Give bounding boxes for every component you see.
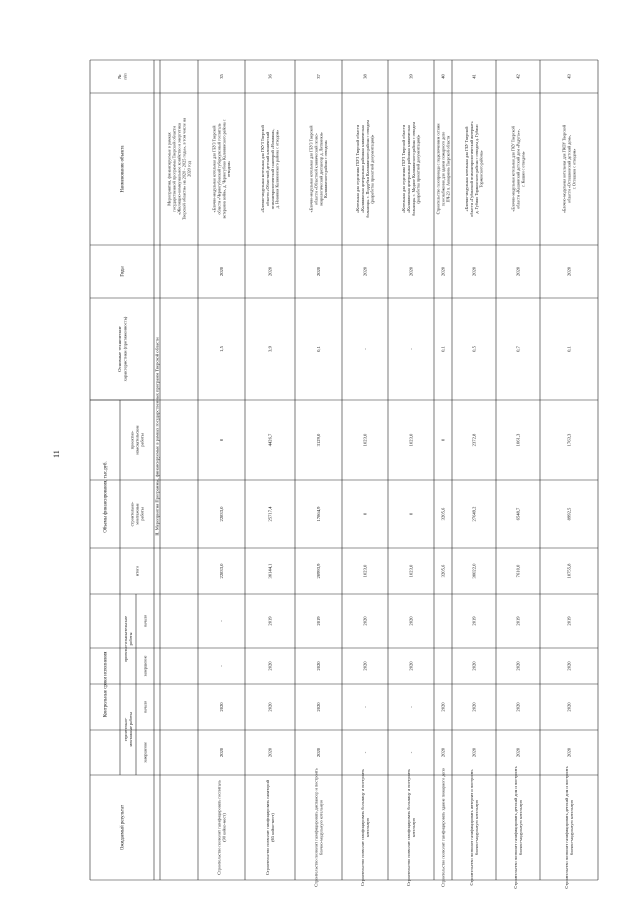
row-year: 2020: [316, 266, 322, 277]
row-pir-end: 2020: [408, 661, 414, 671]
header-pir-start: начало: [142, 614, 148, 628]
row-fin-smr: 8992,5: [566, 507, 572, 521]
row-fin-smr: 3205,6: [440, 507, 446, 521]
row-smr-end: -: [362, 751, 368, 754]
row-pir-start: 2019: [316, 616, 322, 626]
header-pir-end: завершение: [142, 655, 148, 677]
row-num: 35: [219, 74, 225, 79]
row-num: 40: [440, 74, 446, 79]
row-pir-end: 2020: [566, 661, 572, 671]
row-pir-end: 2020: [471, 661, 477, 671]
row-result: Строительство позволит газифицировать детский дом и построитьблочно-модульную котельную: [512, 766, 524, 889]
row-num: 36: [267, 74, 273, 79]
row-name: «Блочно-модульная котельная для ГКОУ Тверскойобласти «Осташковский детский дом»,г. Осташков с отводом»: [561, 124, 577, 214]
row-num: 39: [408, 74, 414, 79]
header-chars: Основные техническиехарактеристики (протяженность): [116, 316, 128, 382]
page-number: 11: [52, 450, 61, 458]
header-dl-pir: проектно-изыскательскиеработы: [122, 616, 133, 662]
row-num: 38: [362, 74, 368, 79]
row-fin-smr: 22833,0: [219, 506, 225, 522]
row-year: 2020: [515, 266, 521, 277]
row-smr-start: 2020: [471, 702, 477, 712]
row-smr-end: 2020: [267, 747, 273, 758]
row-fin-smr: 0: [362, 512, 368, 516]
row-pir-start: 2019: [566, 616, 572, 626]
row-chars: 0,1: [440, 346, 446, 352]
row-smr-end: 2020: [566, 747, 572, 758]
row-name: «Блочно-модульная котельная для ГКУЗ Тверскойобласти «Областной детский клиническийпсихоневрологический санаторий «Новинки»,д. Новинки Калининского района с отводом»: [260, 125, 280, 213]
row-fin-pir: 1763,3: [566, 433, 572, 447]
row-fin-total: 1023,0: [362, 564, 368, 578]
intro-row-text: Мероприятия, финансируемые в рамкахгосударственной программы Тверской области«Жилищно-коммунальное хозяйство и энергетикаТверской области» на 2020 - 2025 годы», в том числе на2020 год: [166, 117, 192, 221]
row-result: Строительство позволит газифицировать интернат и построитьблочно-модульную котельную: [468, 769, 480, 886]
row-fin-total: 3205,6: [440, 564, 446, 578]
row-pir-end: 2020: [316, 661, 322, 671]
row-pir-start: 2020: [362, 616, 368, 626]
header-smr-end: завершение: [142, 742, 148, 763]
row-pir-start: -: [219, 620, 225, 622]
row-name: «Котельная для отделения ГБУЗ Тверской области«Калининская центральная районная клиническаябольница» с. Поддубки Калининского района с отводом(разработка проектной документации)»: [355, 120, 375, 218]
row-smr-start: 2020: [515, 702, 521, 712]
row-name: «Котельная для отделения ГБУЗ Тверской области«Калининская центральная районная клиническаябольница» с. Медное Калининского района с отводом(разработка проектной документации)»: [401, 122, 421, 216]
row-year: 2020: [440, 266, 446, 277]
row-fin-smr: 6548,7: [515, 507, 521, 521]
row-name: «Блочно-модульная котельная для ГБУЗ Тверскойобласти «Черногубовский туберкулезный госпитальветеранов войн», д. Черногубово Калининского района сотводом»: [211, 119, 232, 219]
row-year: 2020: [471, 266, 477, 277]
header-result: Ожидаемый результат: [120, 804, 126, 851]
header-dl-smr: строительно-монтажные работы: [122, 712, 133, 747]
header-years: Годы: [120, 266, 126, 277]
row-fin-smr: 27649,2: [471, 506, 477, 522]
row-fin-smr: 25717,4: [267, 506, 273, 522]
row-pir-start: 2019: [471, 616, 477, 626]
header-smr-start: начало: [142, 700, 148, 714]
row-chars: 3,9: [267, 346, 273, 352]
row-fin-smr: 17864,9: [316, 506, 322, 522]
row-fin-pir: 0: [219, 438, 225, 442]
row-smr-start: -: [408, 706, 414, 708]
header-fin-smr: строительно-монтажныеработы: [129, 501, 145, 527]
row-fin-total: 22833,0: [219, 563, 225, 579]
row-chars: -: [408, 348, 414, 350]
row-fin-total: 20993,9: [316, 563, 322, 579]
row-fin-total: 30022,0: [471, 563, 477, 579]
row-chars: -: [362, 348, 368, 350]
row-result: Строительство позволит газифицировать детский дом и построитьблочно-модульную котельную: [563, 766, 575, 889]
header-num: №п/п: [116, 73, 128, 80]
row-name: «Блочно-модульная котельная для ГБУ Тверскойобласти «Губинский психоневрологический интернат»д. Губино Торжокского района с отводом д. ГубиноТоржокского района»: [464, 121, 484, 217]
header-fin-total: итого: [134, 565, 140, 577]
row-name: Строительство газопровода с подключением сетямигазоснабжения для здания пожарного депоПЧ-23 п. Аквариовь Тверской области: [435, 123, 451, 215]
row-fin-total: 30144,1: [267, 563, 273, 579]
row-smr-start: 2020: [316, 702, 322, 712]
row-pir-end: 2020: [515, 661, 521, 671]
row-result: Строительство позволит газифицировать госпиталь(90 койко-мест): [216, 780, 227, 875]
row-result: Строительство позволит газифицировать здание пожарного депо: [440, 768, 446, 887]
row-result: Строительство позволит газифицировать больницу и построитькотельную: [359, 769, 371, 886]
row-fin-total: 10755,8: [566, 563, 572, 579]
row-name: «Блочно-модульная котельная для ГКУ Тверскойобласти «Кашинский детский дом «Радуга»»,г. Кашин с отводом»: [510, 126, 526, 212]
row-year: 2020: [408, 266, 414, 277]
header-deadlines: Контрольные сроки исполнения: [103, 651, 109, 718]
row-chars: 0,7: [515, 346, 521, 352]
row-pir-start: 2020: [408, 616, 414, 626]
row-result: Строительство позволит газифицировать санаторий(65 койко-мест): [264, 780, 276, 875]
row-smr-end: -: [408, 751, 414, 754]
row-smr-start: 2020: [267, 702, 273, 712]
row-fin-pir: 0: [440, 438, 446, 442]
row-fin-pir: 3129,0: [316, 433, 322, 447]
row-smr-end: 2020: [471, 747, 477, 758]
header-financing: Объемы финансирования, тыс.руб.: [103, 461, 109, 533]
row-year: 2020: [566, 266, 572, 277]
row-smr-end: 2020: [440, 747, 446, 758]
section-title: II. Мероприятия Программы, финансируемые в рамках государственных программ Тверской области: [154, 337, 160, 536]
row-pir-end: 2020: [362, 661, 368, 671]
row-chars: 1,5: [219, 346, 225, 352]
header-fin-pir: проектно-изыскательскиеработы: [129, 425, 145, 455]
row-fin-pir: 2372,8: [471, 433, 477, 447]
row-fin-pir: 1061,3: [515, 433, 521, 447]
row-smr-start: 2020: [219, 702, 225, 712]
row-chars: 0,1: [316, 346, 322, 352]
row-pir-end: -: [219, 665, 225, 667]
row-year: 2020: [219, 266, 225, 277]
row-year: 2020: [362, 266, 368, 277]
row-num: 42: [515, 74, 521, 79]
header-name: Наименование объекта: [120, 145, 126, 193]
row-fin-pir: 1023,0: [408, 433, 414, 447]
row-num: 41: [471, 74, 477, 79]
row-fin-pir: 4426,7: [267, 433, 273, 447]
row-fin-total: 7610,0: [515, 564, 521, 578]
row-chars: 0,1: [566, 346, 572, 352]
row-pir-start: 2019: [515, 616, 521, 626]
row-smr-end: 2020: [515, 747, 521, 758]
row-result: Строительство позволит газифицировать диспансер и построитьблочно-модульную котельную: [313, 768, 324, 887]
row-smr-start: -: [362, 706, 368, 708]
row-fin-pir: 1023,0: [362, 433, 368, 447]
row-smr-end: 2020: [316, 747, 322, 758]
row-pir-end: 2020: [267, 661, 273, 671]
row-pir-start: 2019: [267, 616, 273, 626]
row-smr-start: 2020: [440, 702, 446, 712]
row-name: «Блочно-модульная котельная для ГБУЗ Тверскойобласти «Областной клинический психо-неврологический диспансер д. Литвинки»Калининского района с отводом»: [308, 125, 329, 213]
row-result: Строительство позволит газифицировать больницу и построитькотельную: [405, 769, 417, 886]
row-chars: 0,5: [471, 346, 477, 352]
row-year: 2020: [267, 266, 273, 277]
row-fin-smr: 0: [408, 512, 414, 516]
row-num: 43: [566, 74, 572, 79]
row-fin-total: 1023,0: [408, 564, 414, 578]
row-smr-end: 2020: [219, 747, 225, 758]
row-num: 37: [316, 74, 322, 79]
row-smr-start: 2020: [566, 702, 572, 712]
